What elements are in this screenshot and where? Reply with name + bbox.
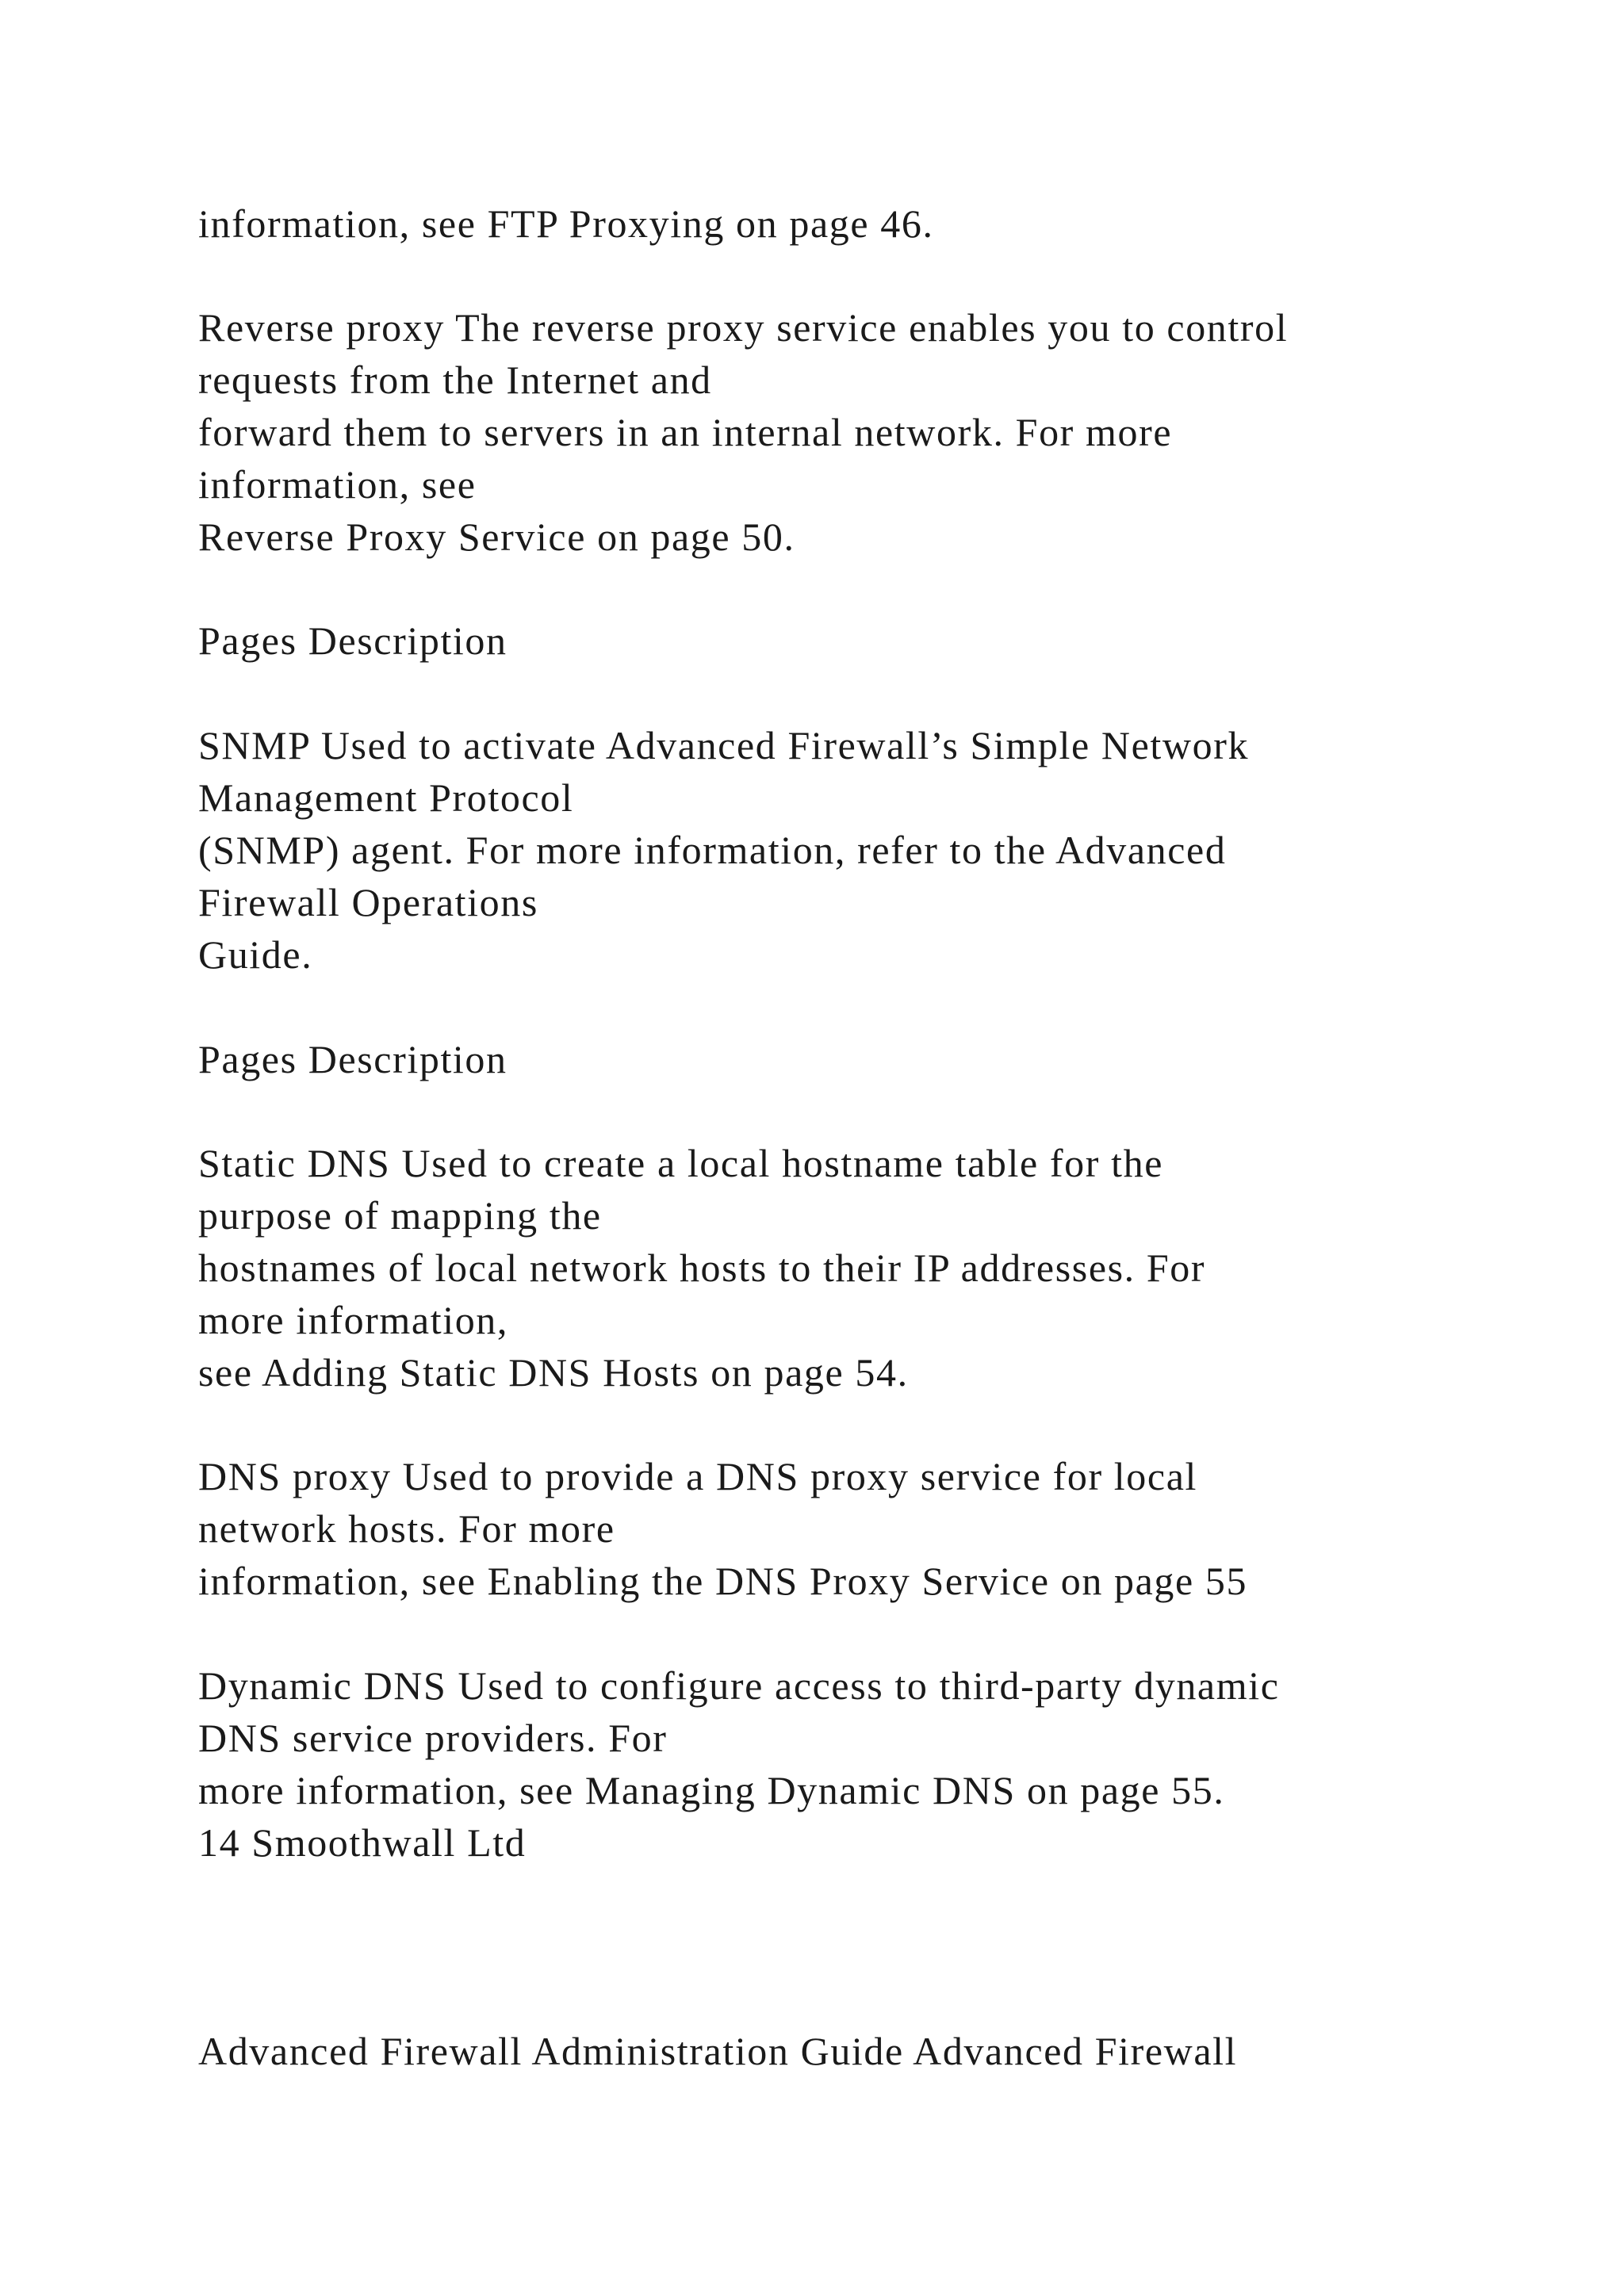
text-line: forward them to servers in an internal network. For more bbox=[198, 410, 1173, 454]
text-line: DNS proxy Used to provide a DNS proxy service for local bbox=[198, 1454, 1197, 1498]
text-line: more information, bbox=[198, 1298, 508, 1342]
text-line: network hosts. For more bbox=[198, 1506, 615, 1551]
text-line: Reverse proxy The reverse proxy service enables you to control bbox=[198, 305, 1289, 350]
text-line: requests from the Internet and bbox=[198, 358, 712, 402]
text-line: (SNMP) agent. For more information, refer to the Advanced bbox=[198, 828, 1227, 872]
page-header: Advanced Firewall Administration Guide Advanced Firewall bbox=[198, 2029, 1238, 2073]
text-line: Dynamic DNS Used to configure access to third-party dynamic bbox=[198, 1663, 1280, 1708]
section-heading: Pages Description bbox=[198, 618, 508, 663]
text-line: hostnames of local network hosts to their IP addresses. For bbox=[198, 1246, 1206, 1290]
text-line: Guide. bbox=[198, 932, 313, 977]
text-line: Management Protocol bbox=[198, 775, 574, 820]
text-line: SNMP Used to activate Advanced Firewall’s Simple Network bbox=[198, 723, 1250, 767]
text-line: more information, see Managing Dynamic DNS on page 55. bbox=[198, 1768, 1225, 1812]
text-line: see Adding Static DNS Hosts on page 54. bbox=[198, 1350, 909, 1395]
text-line: Firewall Operations bbox=[198, 880, 538, 924]
text-line: Reverse Proxy Service on page 50. bbox=[198, 515, 795, 559]
section-heading: Pages Description bbox=[198, 1037, 508, 1081]
text-line: DNS service providers. For bbox=[198, 1716, 668, 1760]
text-line: information, see Enabling the DNS Proxy Service on page 55 bbox=[198, 1559, 1248, 1603]
text-line: information, see bbox=[198, 462, 477, 507]
page-footer: 14 Smoothwall Ltd bbox=[198, 1820, 527, 1865]
text-line: information, see FTP Proxying on page 46. bbox=[198, 201, 934, 246]
text-line: Static DNS Used to create a local hostname table for the bbox=[198, 1141, 1163, 1185]
text-line: purpose of mapping the bbox=[198, 1193, 602, 1238]
